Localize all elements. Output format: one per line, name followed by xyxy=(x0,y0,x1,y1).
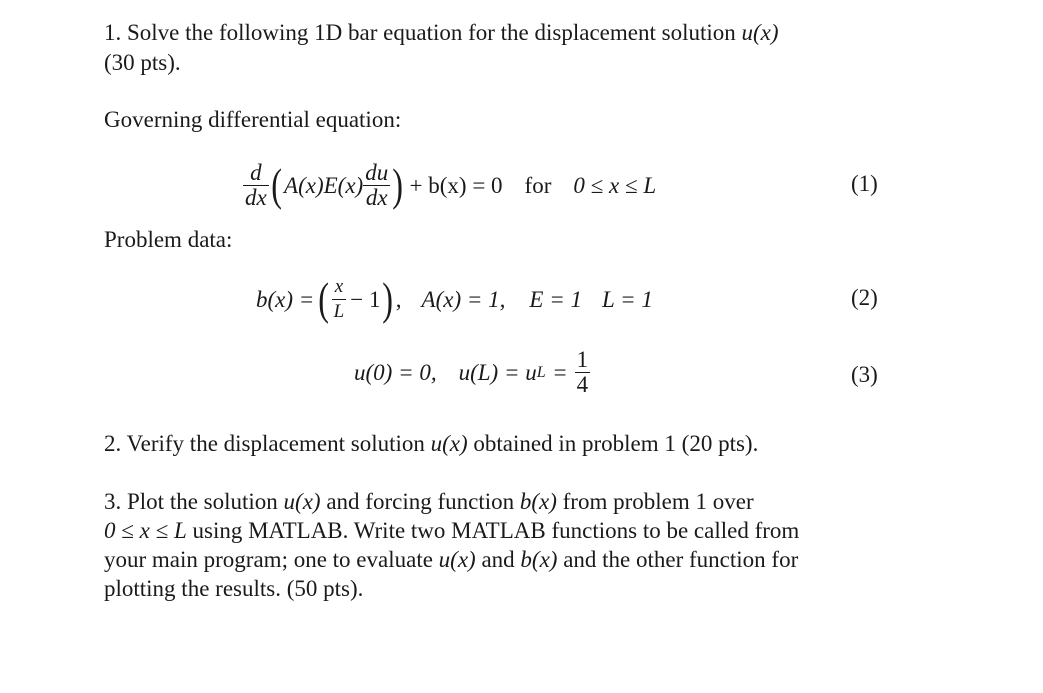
left-paren: ( xyxy=(271,159,282,210)
equation-2-number: (2) xyxy=(851,285,878,310)
p3-l1-m2: b(x) xyxy=(519,489,557,514)
p3-l3-b: and xyxy=(475,547,521,572)
equation-1 xyxy=(243,153,656,217)
uL-subscript: L xyxy=(536,363,546,381)
governing-label: Governing differential equation: xyxy=(104,107,402,132)
equation-1-number: (1) xyxy=(851,171,878,196)
right-paren-2: ) xyxy=(382,273,394,324)
p3-l3-m2: b(x) xyxy=(520,547,558,572)
problem-1-text: 1. Solve the following 1D bar equation for the displacement solution xyxy=(104,20,742,45)
equation-3 xyxy=(354,340,590,404)
problem-1-math: u(x) xyxy=(741,20,779,45)
problem-3-line-4: plotting the results. (50 pts). xyxy=(104,576,364,601)
p3-l1-b: and forcing function xyxy=(320,489,520,514)
p3-l3-m1: u(x) xyxy=(438,547,476,572)
problem-3-line-3 xyxy=(104,545,798,574)
problem-1-line-2: (30 pts). xyxy=(104,50,181,75)
p3-l2-b: using MATLAB. Write two MATLAB functions to be called from xyxy=(186,518,800,543)
equation-1-for: for xyxy=(524,172,552,198)
p3-l1-c: from problem 1 over xyxy=(556,489,754,514)
equation-2 xyxy=(256,271,653,327)
right-paren: ) xyxy=(392,159,404,210)
E-value: E = 1 xyxy=(529,286,582,312)
comma: , xyxy=(395,286,402,312)
problem-2-math: u(x) xyxy=(430,431,468,456)
problem-2 xyxy=(104,429,758,458)
u0-condition: u(0) = 0, xyxy=(354,359,437,385)
equation-1-inner: A(x)E(x) xyxy=(284,172,364,198)
problem-1-line-1 xyxy=(104,18,779,47)
d-dx-fraction: $\frac{d}{dx}$ xyxy=(245,159,267,210)
p3-l3-c: and the other function for xyxy=(557,547,799,572)
problem-2-after: obtained in problem 1 (20 pts). xyxy=(467,431,759,456)
L-value: L = 1 xyxy=(601,286,653,312)
p3-l3-a: your main program; one to evaluate xyxy=(104,547,439,572)
problem-2-text: 2. Verify the displacement solution xyxy=(104,431,431,456)
equals-sign: = xyxy=(553,359,567,385)
x-over-L-fraction: $\frac{x}{L}$ xyxy=(333,275,345,322)
one-quarter-fraction: $\frac{1}{4}$ xyxy=(576,346,589,397)
minus-one: − 1 xyxy=(350,286,381,312)
problem-3-line-1 xyxy=(104,487,754,516)
equation-1-range: 0 ≤ x ≤ L xyxy=(573,172,657,198)
left-paren-2: ( xyxy=(318,273,330,324)
equation-1-rest: + b(x) = 0 xyxy=(409,172,503,198)
b-lhs: b(x) = xyxy=(256,286,315,312)
A-value: A(x) = 1, xyxy=(421,286,506,312)
uL-condition: u(L) = u xyxy=(458,359,537,385)
du-dx-fraction: $\frac{du}{dx}$ xyxy=(365,159,389,210)
p3-l1-a: 3. Plot the solution xyxy=(104,489,284,514)
p3-l2-m: 0 ≤ x ≤ L xyxy=(104,518,187,543)
equation-3-number: (3) xyxy=(851,362,878,387)
p3-l1-m1: u(x) xyxy=(283,489,321,514)
problem-data-label: Problem data: xyxy=(104,227,233,252)
problem-3-line-2 xyxy=(104,516,799,545)
